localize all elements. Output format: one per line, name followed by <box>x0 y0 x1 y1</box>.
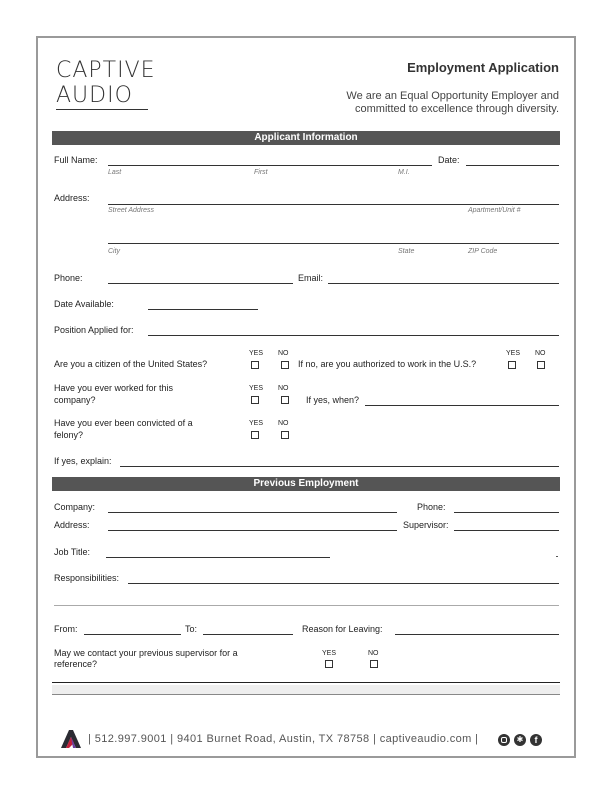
authorized-no-checkbox[interactable] <box>537 361 545 369</box>
citizen-yes-checkbox[interactable] <box>251 361 259 369</box>
citizen-question: Are you a citizen of the United States? <box>54 359 208 369</box>
yelp-icon[interactable]: ✱ <box>514 734 526 746</box>
authorized-question: If no, are you authorized to work in the U.S.? <box>298 359 477 369</box>
zip-caption: ZIP Code <box>468 248 498 255</box>
state-caption: State <box>398 248 415 255</box>
citizen-yes-label: YES <box>249 350 264 357</box>
convicted-no-checkbox[interactable] <box>281 431 289 439</box>
eeo-line-2: committed to excellence through diversity. <box>355 103 559 115</box>
when-field[interactable] <box>365 405 559 406</box>
phone-label: Phone: <box>54 273 83 283</box>
contact-no-label: NO <box>368 650 379 657</box>
captive-audio-logo-mark <box>60 729 82 749</box>
full-name-label: Full Name: <box>54 155 98 165</box>
logo-underline <box>56 109 148 110</box>
street-address-field[interactable] <box>108 204 559 205</box>
last-caption: Last <box>108 169 122 176</box>
citizen-no-checkbox[interactable] <box>281 361 289 369</box>
responsibilities-field[interactable] <box>128 583 559 584</box>
date-label: Date: <box>438 155 460 165</box>
street-caption: Street Address <box>108 207 155 214</box>
when-label: If yes, when? <box>306 395 360 405</box>
worked-question-line-1: Have you ever worked for this <box>54 383 174 393</box>
reason-field[interactable] <box>395 634 559 635</box>
phone-field[interactable] <box>108 283 293 284</box>
prev-address-label: Address: <box>54 520 90 530</box>
convicted-no-label: NO <box>278 420 289 427</box>
worked-no-label: NO <box>278 385 289 392</box>
contact-no-checkbox[interactable] <box>370 660 378 668</box>
convicted-yes-label: YES <box>249 420 264 427</box>
job-title-label: Job Title: <box>54 547 91 557</box>
position-field[interactable] <box>148 335 559 336</box>
apt-caption: Apartment/Unit # <box>468 207 521 214</box>
citizen-no-label: NO <box>278 350 289 357</box>
position-label: Position Applied for: <box>54 325 134 335</box>
first-caption: First <box>254 169 268 176</box>
worked-yes-checkbox[interactable] <box>251 396 259 404</box>
authorized-yes-label: YES <box>506 350 521 357</box>
section-rule <box>52 682 560 683</box>
contact-question-line-2: reference? <box>54 659 98 669</box>
logo-audio: AUDIO <box>56 83 133 108</box>
to-field[interactable] <box>203 634 293 635</box>
contact-yes-label: YES <box>322 650 337 657</box>
dot-mark <box>556 556 558 557</box>
facebook-icon[interactable]: f <box>530 734 542 746</box>
to-label: To: <box>185 624 198 634</box>
explain-label: If yes, explain: <box>54 456 112 466</box>
prev-address-field[interactable] <box>108 530 397 531</box>
previous-employment-section-header: Previous Employment <box>52 477 560 491</box>
footer-contact: | 512.997.9001 | 9401 Burnet Road, Austin, TX 78758 | captiveaudio.com | <box>88 733 479 745</box>
responsibilities-label: Responsibilities: <box>54 573 120 583</box>
worked-no-checkbox[interactable] <box>281 396 289 404</box>
job-title-field[interactable] <box>106 557 330 558</box>
city-state-zip-field[interactable] <box>108 243 559 244</box>
contact-yes-checkbox[interactable] <box>325 660 333 668</box>
convicted-question-line-1: Have you ever been convicted of a <box>54 418 193 428</box>
email-field[interactable] <box>328 283 559 284</box>
reason-label: Reason for Leaving: <box>302 624 383 634</box>
responsibilities-field-line-2[interactable] <box>54 605 559 606</box>
company-field[interactable] <box>108 512 397 513</box>
date-available-label: Date Available: <box>54 299 114 309</box>
worked-question-line-2: company? <box>54 395 96 405</box>
contact-question-line-1: May we contact your previous supervisor for a <box>54 648 238 658</box>
authorized-yes-checkbox[interactable] <box>508 361 516 369</box>
company-label: Company: <box>54 502 96 512</box>
full-name-field[interactable] <box>108 165 432 166</box>
email-label: Email: <box>298 273 324 283</box>
shaded-row <box>52 685 560 695</box>
convicted-yes-checkbox[interactable] <box>251 431 259 439</box>
instagram-icon[interactable] <box>498 734 510 746</box>
mi-caption: M.I. <box>398 169 410 176</box>
date-field[interactable] <box>466 165 559 166</box>
form-title: Employment Application <box>407 60 559 75</box>
logo-captive: CAPTIVE <box>56 58 156 83</box>
prev-phone-field[interactable] <box>454 512 559 513</box>
supervisor-label: Supervisor: <box>403 520 449 530</box>
supervisor-field[interactable] <box>454 530 559 531</box>
city-caption: City <box>108 248 121 255</box>
applicant-section-header: Applicant Information <box>52 131 560 145</box>
prev-phone-label: Phone: <box>417 502 446 512</box>
explain-field[interactable] <box>120 466 559 467</box>
convicted-question-line-2: felony? <box>54 430 84 440</box>
worked-yes-label: YES <box>249 385 264 392</box>
authorized-no-label: NO <box>535 350 546 357</box>
from-field[interactable] <box>84 634 181 635</box>
date-available-field[interactable] <box>148 309 258 310</box>
eeo-line-1: We are an Equal Opportunity Employer and <box>346 90 559 102</box>
from-label: From: <box>54 624 78 634</box>
address-label: Address: <box>54 193 90 203</box>
